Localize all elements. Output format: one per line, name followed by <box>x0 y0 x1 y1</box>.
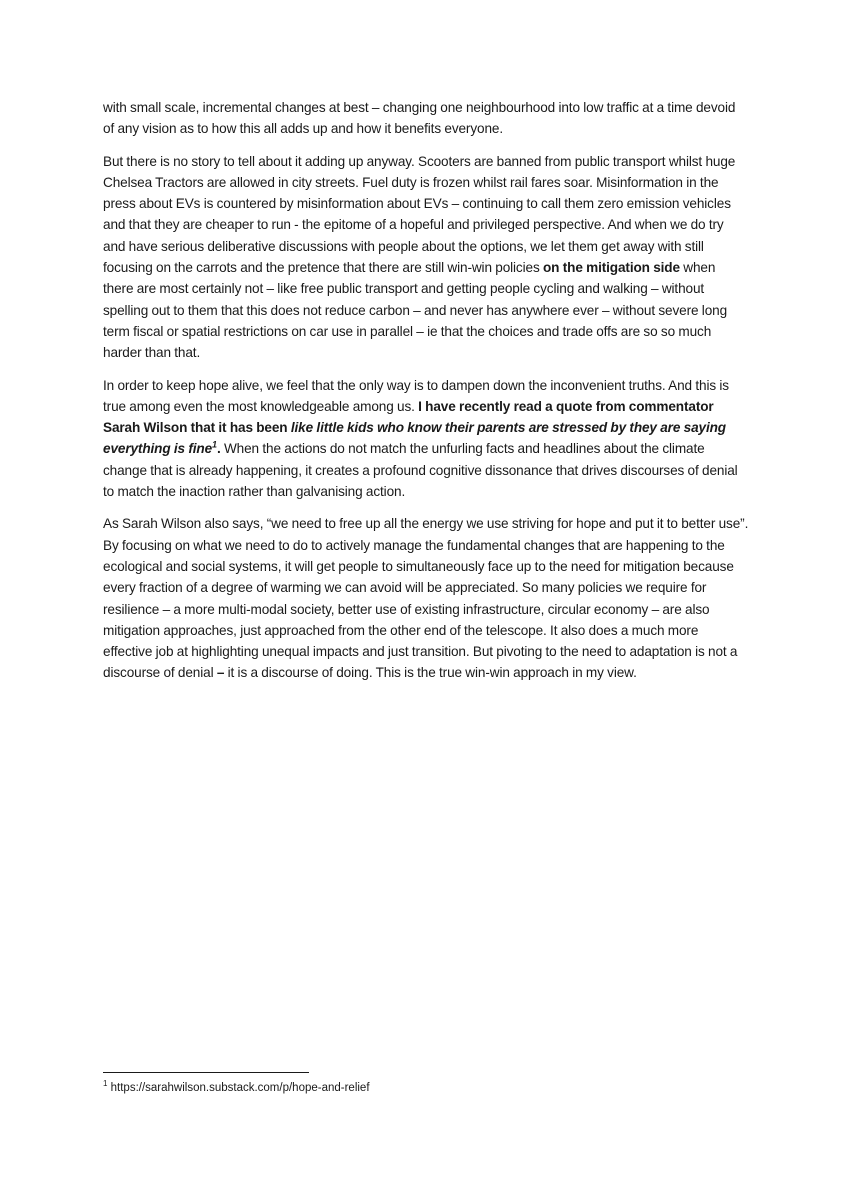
paragraph-4-text-b: it is a discourse of doing. This is the true win-win approach in my view. <box>224 665 637 681</box>
footnote-reference-1[interactable]: 1 <box>212 439 217 450</box>
document-body <box>103 97 749 695</box>
footnote-link-text[interactable]: https://sarahwilson.substack.com/p/hope-and-relief <box>107 1082 370 1094</box>
paragraph-3-text-b: When the actions do not match the unfurling facts and headlines about the climate change that is already happening, it creates a profound cognitive dissonance that drives discourses of denial to match the inaction rather than galvanising action. <box>103 441 738 500</box>
footnote-1 <box>103 1080 370 1096</box>
paragraph-2 <box>103 151 749 364</box>
paragraph-1 <box>103 97 749 140</box>
footnote-marker: 1 <box>103 1079 108 1089</box>
paragraph-3-bold-italic-quote: like little kids who know their parents are stressed by they are saying everything is fine <box>103 420 726 457</box>
paragraph-4-text-a: As Sarah Wilson also says, “we need to free up all the energy we use striving for hope and put it to better use”. By focusing on what we need to do to actively manage the fundamental changes that are happening to the ecological and social systems, it will get people to simultaneously face up to the need for mitigation because every fraction of a degree of warming we can avoid will be appreciated. So many policies we require for resilience – a more multi-modal society, better use of existing infrastructure, circular economy – are also mitigation approaches, just approached from the other end of the telescope. It also does a much more effective job at highlighting unequal impacts and just transition. But pivoting to the need to adaptation is not a discourse of denial <box>103 516 749 681</box>
paragraph-4-bold-dash: – <box>216 665 225 681</box>
footnote-separator <box>103 1072 309 1073</box>
paragraph-1-text: with small scale, incremental changes at best – changing one neighbourhood into low traffic at a time devoid of any vision as to how this all adds up and how it benefits everyone. <box>103 100 736 137</box>
paragraph-2-text-b: when there are most certainly not – like free public transport and getting people cycling and walking – without spelling out to them that this does not reduce carbon – and never has anywhere ever – without severe long term fiscal or spatial restrictions on car use in parallel – ie that the choices and trade offs are so so much harder than that. <box>103 260 728 361</box>
paragraph-3-text-a: In order to keep hope alive, we feel that the only way is to dampen down the inconvenient truths. And this is true among even the most knowledgeable among us. <box>103 377 729 414</box>
paragraph-3-bold: I have recently read a quote from commentator Sarah Wilson that it has been <box>103 398 714 436</box>
paragraph-2-text-a: But there is no story to tell about it adding up anyway. Scooters are banned from public transport whilst huge Chelsea Tractors are allowed in city streets. Fuel duty is frozen whilst rail fares soar. Misinformation in the press about EVs is countered by misinformation about EVs – continuing to call them zero emission vehicles and that they are cheaper to run - the epitome of a hopeful and privileged perspective. And when we do try and have serious deliberative discussions with people about the options, we let them get away with still focusing on the carrots and the pretence that there are still win-win policies <box>103 153 736 276</box>
paragraph-2-bold: on the mitigation side <box>543 260 680 276</box>
paragraph-3-bold-period: . <box>216 441 221 457</box>
paragraph-3 <box>103 375 749 503</box>
paragraph-4 <box>103 513 749 683</box>
